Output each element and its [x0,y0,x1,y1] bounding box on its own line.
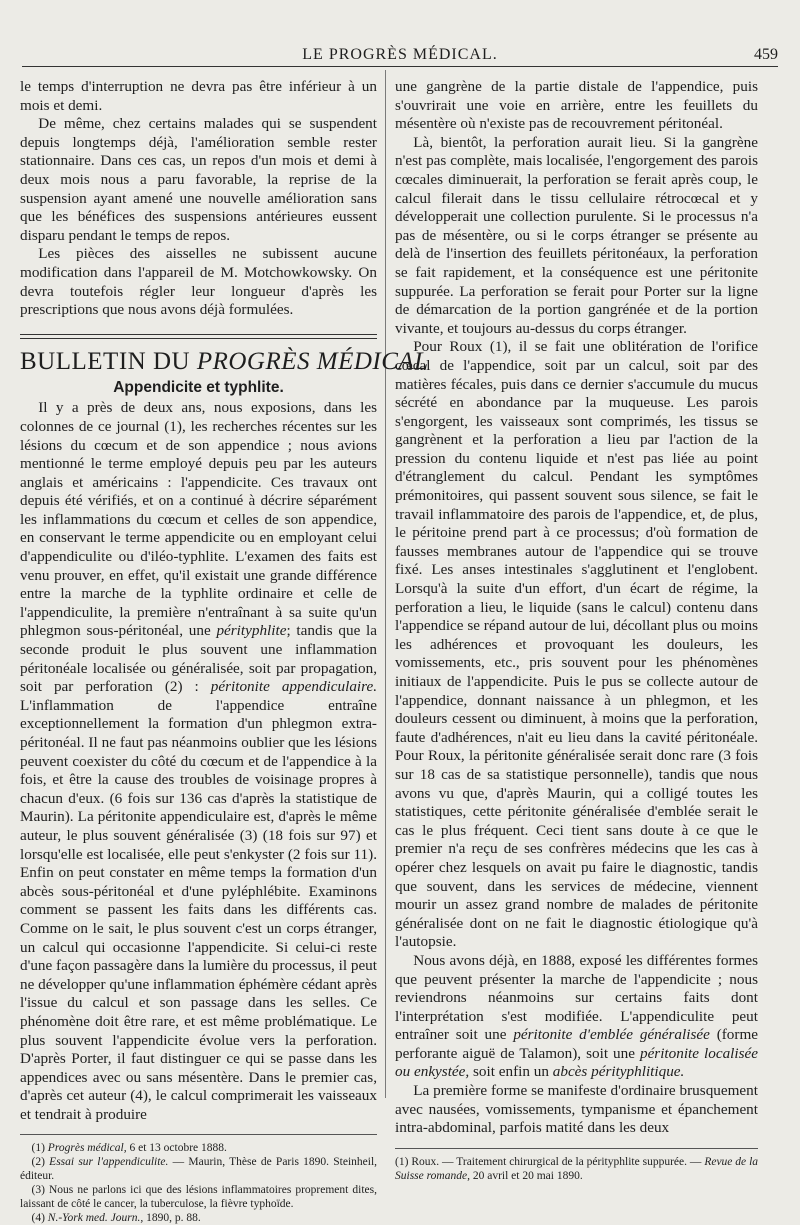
column-divider [385,70,386,1098]
footnote-text: Nous ne parlons ici que des lésions inflammatoires proprement dites, laissant de côté le cancer, la tuberculose, la fièvre typhoïde. [20,1184,378,1211]
text-run: Nous avons déjà, en 1888, exposé les différentes formes que peuvent présenter la marche de l'appendicite ; nous reviendrons néanmoins sur certains faits dont l'interprétation s'est modifiée. L'appendiculite peut entraîner soit une [395,951,758,1044]
running-header [22,44,778,67]
footnote-number: (1) [395,1155,409,1168]
left-column [20,78,429,1225]
italic-term: pérityphlite [216,622,287,640]
footnote [20,1211,377,1225]
footnote-source: Essai sur l'appendiculite. [49,1156,169,1169]
text-run: ; tandis que la seconde produit le plus souvent une inflammation péritonéale localisée ou généralisée, soit par propagation, soit par perforation (2) : [20,622,378,696]
paragraph: Pour Roux (1), il se fait une oblitération de l'orifice cœcal de l'appendice, soit par un calcul, soit par des matières fécales, puis dans ce dernier s'accumule du mucus sécrété en abondance par la muqueuse. Les parois s'engorgent, les vaisseaux sont comprimés, les tissus se gangrènent et la perforation a lieu par l'action de la pression du contenu liquide et n'est pas liée au point d'étranglement du calcul. Pendant les symptômes prémonitoires, qui passent souvent sous silence, se fait le travail inflammatoire des parois de l'appendice, et, de plus, le péritoine prend part à ce processus; d'où formation de fausses membranes autour de l'appendice qui se trouve fixé. Les anses intestinales s'agglutinent et l'englobent. Lorsqu'à la suite d'un effort, d'un écart de régime, la perforation a lieu, le liquide (sans le calcul) contenu dans l'appendice se répand autour de lui, décollant plus ou moins les adhérences et provoquant les douleurs, les vomissements, etc., pris souvent pour les phénomènes initiaux de l'appendicite. Puis le pus se collecte autour de l'appendice, donnant naissance à un phlegmon, et les douleurs cessent ou diminuent, à moins que la perforation, faute d'adhérences, n'ait eu lieu dans la cavité péritonéale. Pour Roux, la péritonite généralisée serait donc rare (3 fois sur 18 cas de sa statistique personnelle), tandis que nous avons vu que, d'après Maurin, qui a colligé toutes les statistiques, cette péritonite généralisée d'emblée serait le cas le plus fréquent. Ceci tient sans doute à ce que le premier n'a reçu de ses confrères médecins que les cas à opérer chez lesquels on avait pu faire le diagnostic, tandis que souvent, dans les services de médecine, viennent mourir un assez grand nombre de malades de péritonite généralisée dont on ne fait le diagnostic étiologique qu'à l'autopsie. [395,338,758,951]
italic-term: péritonite appendiculaire. [210,678,378,696]
footnote-source: Revue de la Suisse romande, [395,1155,759,1182]
article-title: Appendicite et typhlite. [113,378,284,396]
heading-prefix: BULLETIN DU [20,347,191,375]
page-number: 459 [754,46,778,63]
text-run: (forme perforante aiguë de Talamon), soit une [395,1026,759,1062]
footnote-number: (2) [31,1156,45,1169]
paragraph: une gangrène de la partie distale de l'appendice, puis s'ouvrirait une voie en arrière, entre les feuillets du mésentère où n'existe pas de recouvrement péritonéal. [395,78,758,133]
footnote-number: (1) [31,1142,45,1155]
footnote-rule [20,1134,377,1135]
footnote [20,1155,377,1183]
footnote [20,1141,377,1155]
footnotes [395,1155,758,1183]
italic-term: abcès pérityphlitique. [552,1063,685,1081]
paragraph: De même, chez certains malades qui se suspendent depuis longtemps déjà, l'amélioration semble rester stationnaire. Dans ces cas, un repos d'un mois et demi à deux mois nous a paru favorable, la reprise de la suspension ayant amené une nouvelle amélioration sans que les bénéfices des suspensions antérieures eussent disparu pendant le temps de repos. [20,115,377,244]
paragraph [395,952,758,1082]
footnote-number: (4) [31,1212,45,1225]
footnote-text: 6 et 13 octobre 1888. [129,1142,227,1155]
footnote-text: — Maurin, Thèse de Paris 1890. Steinheil, éditeur. [20,1156,378,1183]
journal-title: LE PROGRÈS MÉDICAL. [302,46,498,63]
article-paragraph [20,399,377,1124]
italic-term: péritonite d'emblée généralisée [513,1026,710,1044]
heading-journal-name: PROGRÈS MÉDICAL [196,347,429,375]
footnotes [20,1141,377,1225]
footnote-date: 20 avril et 20 mai 1890. [472,1169,583,1182]
right-column [395,78,758,1183]
footnote [20,1183,377,1211]
text-run: L'inflammation de l'appendice entraîne exceptionnellement la formation d'un phlegmon extra-péritonéal. Il ne faut pas néanmoins oublier que les lésions peuvent coexister du côté du cœcum et de l'appendice à la fois, et être la cause des troubles de voisinage propres à chacun d'eux. (6 fois sur 136 cas d'après la statistique de Maurin). La péritonite appendiculaire est, d'après le même auteur, le plus souvent généralisée (3) (18 fois sur 97) et lorsqu'elle est localisée, elle peut s'enkyster (2 fois sur 11). Enfin on peut constater en même temps la formation d'un abcès sous-péritonéal et d'une pyléphlébite. Examinons comment se passent les faits dans les différents cas. Comme on le sait, le plus souvent c'est un corps étranger, un calcul qui occasionne l'appendicite. Si celui-ci reste d'une façon passagère dans la lumière du processus, il peut ne développer qu'une inflammation éphémère cédant après l'issue du calcul et son passage dans les selles. Ce phénomène doit être rare, et est même problématique. Le plus souvent l'appendicite évolue vers la perforation. D'après Porter, il faut distinguer ce qui se passe dans les appendices avec ou sans mésentère. Dans le premier cas, d'après cet auteur (4), le calcul comprimerait les vaisseaux et tendrait à produire [20,696,377,1123]
footnote-text: 1890, p. 88. [146,1212,201,1225]
footnote-text: Roux. — Traitement chirurgical de la pérityphlite suppurée. — [411,1155,702,1168]
paragraph: Les pièces des aisselles ne subissent aucune modification dans l'appareil de M. Motchowkowsky. On devra toutefois régler leur longueur d'après les prescriptions que nous avons déjà formulées. [20,245,377,319]
paragraph: Là, bientôt, la perforation aurait lieu. Si la gangrène n'est pas complète, mais localisée, l'engorgement des parois cœcales diminuerait, la perforation se ferait après coup, le calcul filerait dans le tissu cellulaire rétrocœcal et y développerait une collection purulente. Si le processus n'a pas de mésentère, ou si le corps étranger se présente au delà de l'insertion des feuillets péritonéaux, la perforation se fait rapidement, et la conséquence est une péritonite suppurée. La perforation se ferait pour Porter sur la ligne de démarcation de la portion gangrénée et de la portion vivante, et toujours au-dessus du corps étranger. [395,133,758,337]
footnote-source: N.-York med. Journ., [47,1212,144,1225]
footnote-number: (3) [31,1184,45,1197]
paragraph: le temps d'interruption ne devra pas être inférieur à un mois et demi. [20,78,377,114]
section-heading [20,347,429,377]
paragraph: La première forme se manifeste d'ordinaire brusquement avec nausées, vomissements, tympanisme et épanchement intra-abdominal, parfois matité dans les deux [395,1082,758,1137]
section-rule [20,334,377,339]
footnote-source: Progrès médical, [47,1142,127,1155]
italic-term: péritonite localisée ou enkystée, [395,1044,758,1081]
text-run: Il y a près de deux ans, nous exposions, dans les colonnes de ce journal (1), les recherches récentes sur les lésions du cœcum et de son appendice ; nous avions mentionné le terme employé depuis peu par les auteurs anglais et américains : l'appendicite. Ces travaux ont depuis été vérifiés, et on a continué à décrire séparément les inflammations du cœcum et celles de son appendice, en conservant le terme appendicite ou en employant celui d'appendiculite ou d'iléo-typhlite. L'examen des faits est venu prouver, en effet, qu'il existait une grande différence entre la marche de la typhlite ordinaire et celle de l'appendiculite, la première n'entraînant à sa suite qu'un phlegmon sous-péritonéal, une [20,399,377,640]
footnote [395,1155,758,1183]
text-run: soit enfin un [473,1063,549,1081]
